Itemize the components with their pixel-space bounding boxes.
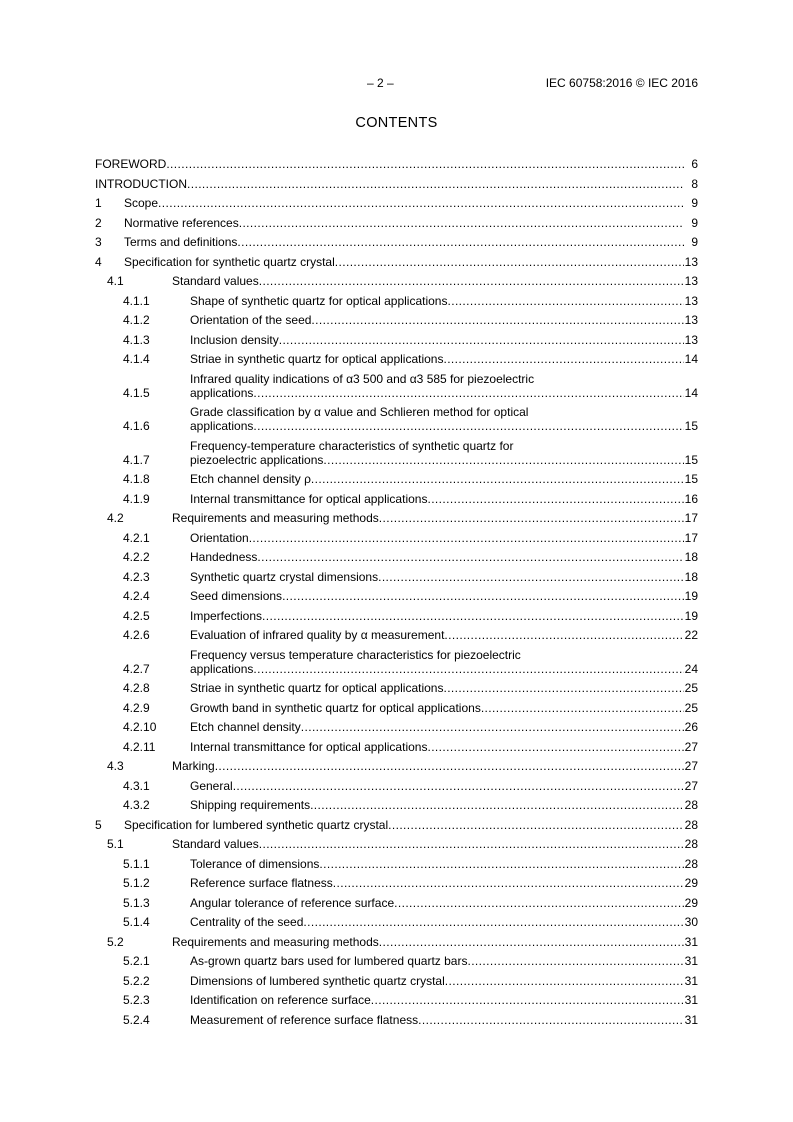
- toc-entry-page: 22: [684, 628, 698, 642]
- toc-entry-title: Etch channel density: [190, 720, 301, 734]
- toc-entry-title: Shape of synthetic quartz for optical applications: [190, 293, 448, 308]
- dot-leader: [443, 681, 684, 695]
- toc-entry-title: Internal transmittance for optical applications: [190, 739, 428, 754]
- dot-leader: [333, 876, 684, 890]
- toc-entry-number: 5.1.4: [123, 915, 150, 929]
- toc-entry-page: 15: [684, 419, 698, 433]
- toc-entry-number: 5.2: [107, 934, 124, 949]
- toc-entry-page: 9: [691, 196, 698, 210]
- toc-entry[interactable]: [95, 740, 698, 754]
- toc-entry-title: Shipping requirements: [190, 798, 311, 812]
- toc-entry-page: 15: [684, 452, 698, 467]
- dot-leader: [259, 837, 684, 851]
- toc-entry-page: 27: [684, 759, 698, 773]
- toc-entry-number: 4.1.6: [123, 419, 150, 433]
- dot-leader: [262, 609, 684, 623]
- dot-leader: [257, 550, 684, 564]
- toc-entry-number: 5.1: [107, 837, 124, 851]
- toc-entry-number: 4.3.2: [123, 798, 150, 812]
- toc-entry[interactable]: [95, 405, 698, 433]
- toc-entry-page: 30: [684, 915, 698, 929]
- dot-leader: [378, 570, 684, 584]
- toc-entry-page: 28: [684, 817, 698, 832]
- toc-entry-title: Inclusion density: [190, 332, 279, 347]
- toc-entry-number: 4.3: [107, 759, 124, 773]
- toc-entry-title: Centrality of the seed: [190, 915, 304, 929]
- toc-entry-title: Marking: [172, 759, 215, 773]
- toc-entry-number: 4.2.4: [123, 589, 150, 603]
- toc-entry-page: 26: [684, 720, 698, 734]
- toc-entry[interactable]: [95, 570, 698, 584]
- toc-entry[interactable]: [95, 935, 698, 949]
- toc-entry-page: 8: [691, 176, 698, 191]
- toc-entry-number: 4.1.5: [123, 385, 150, 400]
- dot-leader: [418, 1013, 684, 1027]
- toc-entry[interactable]: [95, 818, 698, 832]
- toc-entry[interactable]: [95, 294, 698, 308]
- toc-entry-number: 4.2.7: [123, 661, 150, 676]
- toc-entry-page: 19: [684, 608, 698, 623]
- toc-entry[interactable]: [95, 759, 698, 773]
- dot-leader: [237, 235, 684, 249]
- toc-entry-title: Striae in synthetic quartz for optical applications: [190, 352, 444, 366]
- toc-entry-title: Specification for synthetic quartz crystal: [124, 254, 335, 269]
- toc-entry-number: 4.2.11: [123, 739, 156, 754]
- toc-entry-title: Etch channel density ρ: [190, 472, 311, 486]
- toc-entry-page: 19: [684, 589, 698, 603]
- toc-entry[interactable]: [95, 472, 698, 486]
- toc-entry-title: Orientation of the seed: [190, 313, 312, 327]
- toc-entry-title: Tolerance of dimensions: [190, 856, 320, 871]
- toc-entry-number: 4.2.1: [123, 530, 150, 545]
- toc-entry-title: Imperfections: [190, 608, 263, 623]
- toc-entry[interactable]: [95, 439, 698, 467]
- page-number: – 2 –: [367, 76, 394, 90]
- toc-entry-page: 29: [684, 876, 698, 890]
- toc-entry-page: 6: [691, 157, 698, 171]
- toc-entry[interactable]: [95, 798, 698, 812]
- toc-entry-title: Growth band in synthetic quartz for optical applications: [190, 700, 481, 715]
- toc-entry-number: 4.2.3: [123, 569, 150, 584]
- toc-entry-number: 4.1.3: [123, 332, 150, 347]
- toc-entry[interactable]: [95, 216, 698, 230]
- dot-leader: [447, 294, 684, 308]
- toc-entry-title: Grade classification by α value and Schlieren method for optical: [190, 405, 529, 419]
- toc-entry-title: Internal transmittance for optical applications: [190, 491, 428, 506]
- dot-leader: [310, 798, 684, 812]
- dot-leader: [445, 974, 684, 988]
- toc-entry-title: Specification for lumbered synthetic quartz crystal: [124, 817, 389, 832]
- toc-entry-number: 5.1.1: [123, 856, 150, 871]
- toc-entry-page: 31: [684, 954, 698, 968]
- page-title: CONTENTS: [355, 115, 438, 131]
- document-id: IEC 60758:2016 © IEC 2016: [545, 76, 698, 90]
- toc-entry-title: Frequency-temperature characteristics of synthetic quartz for: [190, 438, 514, 453]
- toc-entry[interactable]: [95, 876, 698, 890]
- toc-entry[interactable]: [95, 837, 698, 851]
- dot-leader: [301, 720, 684, 734]
- dot-leader: [249, 531, 684, 545]
- toc-entry-number: 4.2.5: [123, 608, 150, 623]
- dot-leader: [379, 935, 684, 949]
- dot-leader: [233, 779, 684, 793]
- dot-leader: [166, 157, 684, 171]
- toc-entry[interactable]: [95, 352, 698, 366]
- dot-leader: [158, 196, 684, 210]
- toc-entry-title: Standard values: [172, 274, 259, 288]
- toc-entry-page: 16: [684, 491, 698, 506]
- toc-entry[interactable]: [95, 896, 698, 910]
- dot-leader: [379, 511, 684, 525]
- toc-entry-title: INTRODUCTION: [95, 176, 187, 191]
- toc-entry[interactable]: [95, 333, 698, 347]
- dot-leader: [319, 857, 684, 871]
- toc-entry[interactable]: [95, 589, 698, 603]
- toc-entry-number: 3: [95, 235, 102, 249]
- dot-leader: [427, 492, 684, 506]
- toc-entry-number: 5.2.2: [123, 973, 150, 988]
- toc-entry-title: Infrared quality indications of α3 500 and α3 585 for piezoelectric: [190, 371, 535, 386]
- toc-entry-number: 5.2.4: [123, 1012, 150, 1027]
- toc-entry-title-continued: piezoelectric applications: [190, 452, 324, 467]
- toc-entry-number: 4.2.2: [123, 550, 150, 564]
- dot-leader: [311, 313, 684, 327]
- toc-entry-page: 27: [684, 739, 698, 754]
- toc-entry-title: Identification on reference surface: [190, 993, 371, 1007]
- toc-entry-title: Requirements and measuring methods: [172, 934, 379, 949]
- dot-leader: [215, 759, 684, 773]
- toc-entry-page: 31: [684, 934, 698, 949]
- toc-entry-title: Standard values: [172, 837, 259, 851]
- toc-entry-page: 15: [684, 472, 698, 486]
- toc-entry-title: Dimensions of lumbered synthetic quartz crystal: [190, 973, 445, 988]
- toc-entry-title-continued: applications: [190, 385, 254, 400]
- toc-entry-page: 25: [684, 700, 698, 715]
- toc-entry-page: 18: [684, 569, 698, 584]
- toc-entry-page: 28: [684, 837, 698, 851]
- toc-entry-number: 5.2.3: [123, 993, 150, 1007]
- dot-leader: [253, 419, 684, 433]
- dot-leader: [443, 352, 684, 366]
- toc-entry-title: Orientation: [190, 530, 249, 545]
- toc-entry-title: Seed dimensions: [190, 589, 283, 603]
- toc-entry-page: 31: [684, 1012, 698, 1027]
- toc-entry-page: 14: [684, 385, 698, 400]
- toc-entry-page: 29: [684, 895, 698, 910]
- dot-leader: [427, 740, 684, 754]
- toc-entry-title: As-grown quartz bars used for lumbered quartz bars: [190, 954, 468, 968]
- toc-entry-number: 5: [95, 817, 102, 832]
- toc-entry-page: 17: [684, 530, 698, 545]
- toc-entry-page: 9: [691, 215, 698, 230]
- toc-entry[interactable]: [95, 954, 698, 968]
- toc-entry-number: 5.1.3: [123, 895, 150, 910]
- toc-entry[interactable]: [95, 177, 698, 191]
- toc-entry[interactable]: [95, 531, 698, 545]
- toc-entry-title: Scope: [124, 196, 159, 210]
- toc-entry-number: 4.1.8: [123, 472, 150, 486]
- toc-entry-page: 17: [684, 511, 698, 525]
- toc-entry[interactable]: [95, 511, 698, 525]
- toc-entry[interactable]: [95, 196, 698, 210]
- dot-leader: [253, 386, 684, 400]
- toc-entry-page: 13: [684, 254, 698, 269]
- dot-leader: [253, 662, 684, 676]
- toc-entry[interactable]: [95, 372, 698, 400]
- dot-leader: [394, 896, 684, 910]
- toc-entry[interactable]: [95, 993, 698, 1007]
- toc-entry-number: 4.1.1: [123, 293, 150, 308]
- toc-entry-page: 28: [684, 856, 698, 871]
- toc-entry-title: FOREWORD: [95, 157, 167, 171]
- toc-entry[interactable]: [95, 648, 698, 676]
- toc-entry-page: 31: [684, 973, 698, 988]
- toc-entry[interactable]: [95, 274, 698, 288]
- toc-entry-number: 4: [95, 254, 102, 269]
- toc-entry-page: 24: [684, 661, 698, 676]
- toc-entry-page: 13: [684, 274, 698, 288]
- toc-entry[interactable]: [95, 628, 698, 642]
- toc-entry[interactable]: [95, 492, 698, 506]
- toc-entry-title: Striae in synthetic quartz for optical applications: [190, 681, 444, 695]
- toc-entry[interactable]: [95, 235, 698, 249]
- dot-leader: [259, 274, 684, 288]
- toc-entry-title: Reference surface flatness: [190, 876, 333, 890]
- toc-entry[interactable]: [95, 974, 698, 988]
- toc-entry[interactable]: [95, 609, 698, 623]
- toc-entry-title: Angular tolerance of reference surface: [190, 895, 395, 910]
- toc-entry-page: 27: [684, 778, 698, 793]
- toc-entry-page: 13: [684, 293, 698, 308]
- dot-leader: [444, 628, 684, 642]
- toc-entry-page: 13: [684, 332, 698, 347]
- page-header: [0, 76, 793, 92]
- dot-leader: [311, 472, 684, 486]
- toc-entry-number: 4.1.2: [123, 313, 150, 327]
- toc-entry[interactable]: [95, 779, 698, 793]
- dot-leader: [335, 255, 684, 269]
- dot-leader: [388, 818, 684, 832]
- toc-entry[interactable]: [95, 313, 698, 327]
- toc-entry-title: Frequency versus temperature characteristics for piezoelectric: [190, 647, 521, 662]
- dot-leader: [279, 333, 684, 347]
- toc-entry-title: Measurement of reference surface flatness: [190, 1012, 419, 1027]
- toc-entry-title: Normative references: [124, 215, 239, 230]
- dot-leader: [282, 589, 684, 603]
- toc-entry-title: Requirements and measuring methods: [172, 511, 379, 525]
- table-of-contents: [95, 157, 698, 1032]
- toc-entry-page: 18: [684, 550, 698, 564]
- dot-leader: [467, 954, 684, 968]
- toc-entry[interactable]: [95, 720, 698, 734]
- dot-leader: [371, 993, 684, 1007]
- toc-entry-title: Synthetic quartz crystal dimensions: [190, 569, 379, 584]
- toc-entry-number: 2: [95, 215, 102, 230]
- toc-entry-number: 4.2.9: [123, 700, 150, 715]
- dot-leader: [323, 453, 684, 467]
- toc-entry-number: 4.1: [107, 274, 124, 288]
- toc-entry[interactable]: [95, 157, 698, 171]
- dot-leader: [303, 915, 684, 929]
- toc-entry-title: Terms and definitions: [124, 235, 238, 249]
- toc-entry-number: 4.2.8: [123, 681, 150, 695]
- toc-entry-title-continued: applications: [190, 661, 254, 676]
- toc-entry-number: 5.2.1: [123, 954, 150, 968]
- toc-entry-number: 4.2.6: [123, 628, 150, 642]
- toc-entry-title: Evaluation of infrared quality by α measurement: [190, 628, 445, 642]
- toc-entry-page: 31: [684, 993, 698, 1007]
- toc-entry[interactable]: [95, 1013, 698, 1027]
- toc-entry-page: 9: [691, 235, 698, 249]
- toc-entry[interactable]: [95, 255, 698, 269]
- toc-entry-title: Handedness: [190, 550, 258, 564]
- toc-entry-number: 4.1.4: [123, 352, 150, 366]
- toc-entry-page: 14: [684, 352, 698, 366]
- toc-entry-number: 4.2.10: [123, 720, 157, 734]
- toc-entry-number: 4.1.7: [123, 452, 150, 467]
- toc-entry-number: 1: [95, 196, 102, 210]
- dot-leader: [481, 701, 684, 715]
- toc-entry-title-continued: applications: [190, 419, 254, 433]
- toc-entry-title: General: [190, 778, 233, 793]
- toc-entry[interactable]: [95, 915, 698, 929]
- toc-entry[interactable]: [95, 701, 698, 715]
- toc-entry[interactable]: [95, 681, 698, 695]
- toc-entry-page: 28: [684, 798, 698, 812]
- toc-entry-number: 4.1.9: [123, 491, 150, 506]
- toc-entry-page: 13: [684, 313, 698, 327]
- toc-entry-page: 25: [684, 681, 698, 695]
- toc-entry[interactable]: [95, 550, 698, 564]
- toc-entry-number: 4.3.1: [123, 778, 150, 793]
- toc-entry[interactable]: [95, 857, 698, 871]
- dot-leader: [187, 177, 684, 191]
- toc-entry-number: 4.2: [107, 511, 124, 525]
- dot-leader: [239, 216, 684, 230]
- toc-entry-number: 5.1.2: [123, 876, 150, 890]
